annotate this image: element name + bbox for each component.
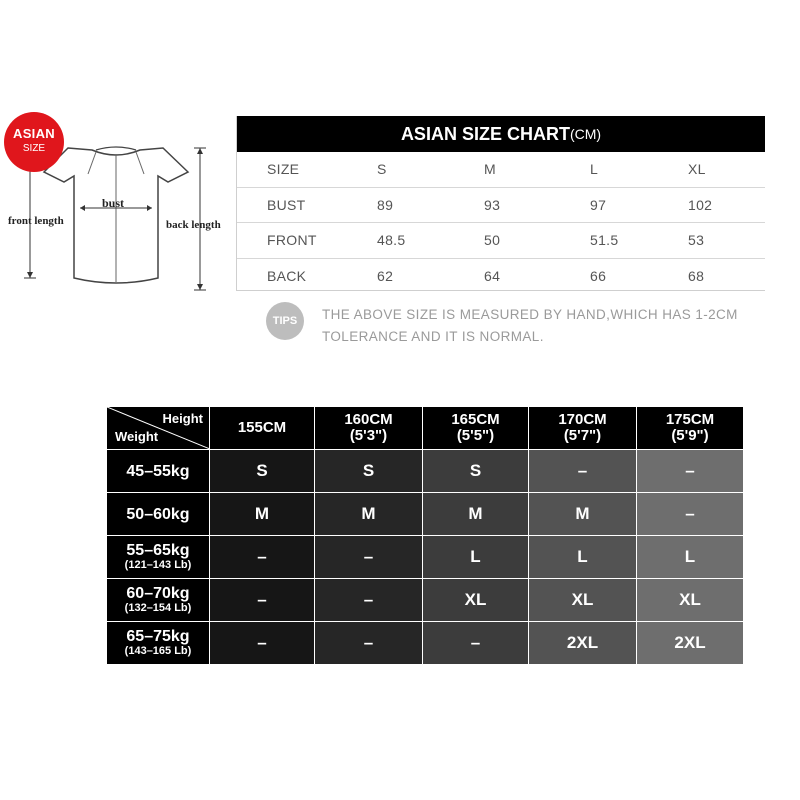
size-cell: – — [529, 450, 637, 493]
size-chart-cell: 64 — [484, 267, 501, 284]
corner-cell — [107, 407, 210, 450]
size-chart-cell: 66 — [590, 267, 607, 284]
size-chart-cell: XL — [688, 161, 706, 178]
size-cell: L — [529, 536, 637, 579]
height-header-cell — [637, 407, 744, 450]
height-header-cell — [529, 407, 637, 450]
size-chart-cell: 102 — [688, 196, 713, 213]
table-header-row — [107, 407, 744, 450]
height-ft: (5'5") — [456, 427, 495, 444]
size-chart-title-unit: (CM) — [569, 126, 602, 142]
size-chart-cell: 89 — [377, 196, 394, 213]
corner-height-label: Height — [162, 411, 203, 426]
size-chart-cell: 62 — [377, 267, 394, 284]
size-chart-cell: S — [377, 161, 387, 178]
size-cell: – — [315, 579, 423, 622]
jersey-measurement-diagram — [0, 100, 232, 300]
height-cm: 160CM — [344, 411, 393, 428]
size-cell: – — [423, 622, 529, 665]
weight-lb: (132–154 Lb) — [124, 602, 192, 614]
size-chart-row-label: SIZE — [267, 161, 300, 178]
bust-label: bust — [102, 196, 125, 210]
size-cell: XL — [529, 579, 637, 622]
height-cm: 170CM — [558, 411, 607, 428]
tips-line1: THE ABOVE SIZE IS MEASURED BY HAND,WHICH HAS 1-2CM — [322, 307, 738, 322]
size-cell: – — [315, 536, 423, 579]
height-ft: (5'7") — [563, 427, 602, 444]
size-chart-row — [237, 223, 765, 259]
height-ft: (5'3") — [349, 427, 388, 444]
size-cell: M — [423, 493, 529, 536]
weight-kg: 50–60kg — [126, 505, 190, 523]
weight-kg: 60–70kg — [126, 585, 190, 602]
size-cell: S — [423, 450, 529, 493]
size-chart-row-label: FRONT — [267, 232, 317, 249]
tips-badge-icon: TIPS — [266, 302, 304, 340]
size-cell: – — [210, 622, 315, 665]
size-chart-row — [237, 152, 765, 188]
tips-line2: TOLERANCE AND IT IS NORMAL. — [322, 329, 544, 344]
height-header-cell — [423, 407, 529, 450]
weight-cell — [107, 536, 210, 579]
size-cell: XL — [423, 579, 529, 622]
size-chart-row — [237, 188, 765, 224]
size-cell: 2XL — [637, 622, 744, 665]
height-cm: 165CM — [451, 411, 500, 428]
weight-kg: 65–75kg — [126, 628, 190, 645]
weight-cell — [107, 493, 210, 536]
size-chart-title-text: ASIAN SIZE CHART — [400, 123, 570, 144]
height-header-cell — [315, 407, 423, 450]
table-row — [107, 536, 744, 579]
size-cell: S — [210, 450, 315, 493]
size-cell: M — [315, 493, 423, 536]
size-cell: – — [637, 493, 744, 536]
size-cell: – — [210, 536, 315, 579]
size-chart-body — [237, 152, 765, 293]
size-chart-cell: 93 — [484, 196, 501, 213]
table-row — [107, 493, 744, 536]
weight-kg: 55–65kg — [126, 542, 190, 559]
height-ft: (5'9") — [671, 427, 709, 444]
size-cell: XL — [637, 579, 744, 622]
size-cell: M — [529, 493, 637, 536]
size-cell: L — [637, 536, 744, 579]
badge-line2: SIZE — [22, 143, 46, 154]
back-length-label: back length — [166, 219, 221, 231]
table-row — [107, 622, 744, 665]
badge-line1: ASIAN — [13, 126, 55, 141]
size-chart-row-label: BACK — [267, 267, 307, 284]
asian-size-badge — [4, 112, 64, 172]
size-chart-title — [237, 116, 765, 152]
table-row — [107, 579, 744, 622]
table-row — [107, 450, 744, 493]
height-cm: 175CM — [665, 411, 715, 428]
size-cell: M — [210, 493, 315, 536]
weight-cell — [107, 579, 210, 622]
asian-size-chart — [236, 116, 765, 291]
size-cell: L — [423, 536, 529, 579]
tips-text — [322, 304, 792, 348]
size-cell: – — [315, 622, 423, 665]
weight-lb: (121–143 Lb) — [124, 559, 192, 571]
height-cm: 155CM — [237, 419, 287, 436]
size-chart-cell: 48.5 — [377, 232, 406, 249]
front-length-label: front length — [8, 215, 64, 227]
size-chart-cell: 50 — [484, 232, 501, 249]
size-chart-row — [237, 259, 765, 294]
size-chart-cell: L — [590, 161, 599, 178]
size-cell: – — [637, 450, 744, 493]
weight-kg: 45–55kg — [126, 462, 190, 480]
size-chart-cell: 68 — [688, 267, 705, 284]
tips-note — [266, 298, 786, 348]
size-cell: 2XL — [529, 622, 637, 665]
size-chart-row-label: BUST — [267, 196, 306, 213]
size-chart-cell: 97 — [590, 196, 607, 213]
size-chart-cell: 53 — [688, 232, 705, 249]
weight-cell — [107, 450, 210, 493]
height-header-cell — [210, 407, 315, 450]
size-chart-cell: M — [484, 161, 496, 178]
size-cell: S — [315, 450, 423, 493]
weight-height-size-table — [106, 406, 744, 665]
weight-lb: (143–165 Lb) — [124, 645, 192, 657]
size-cell: – — [210, 579, 315, 622]
size-chart-cell: 51.5 — [590, 232, 619, 249]
weight-cell — [107, 622, 210, 665]
corner-weight-label: Weight — [115, 429, 159, 444]
